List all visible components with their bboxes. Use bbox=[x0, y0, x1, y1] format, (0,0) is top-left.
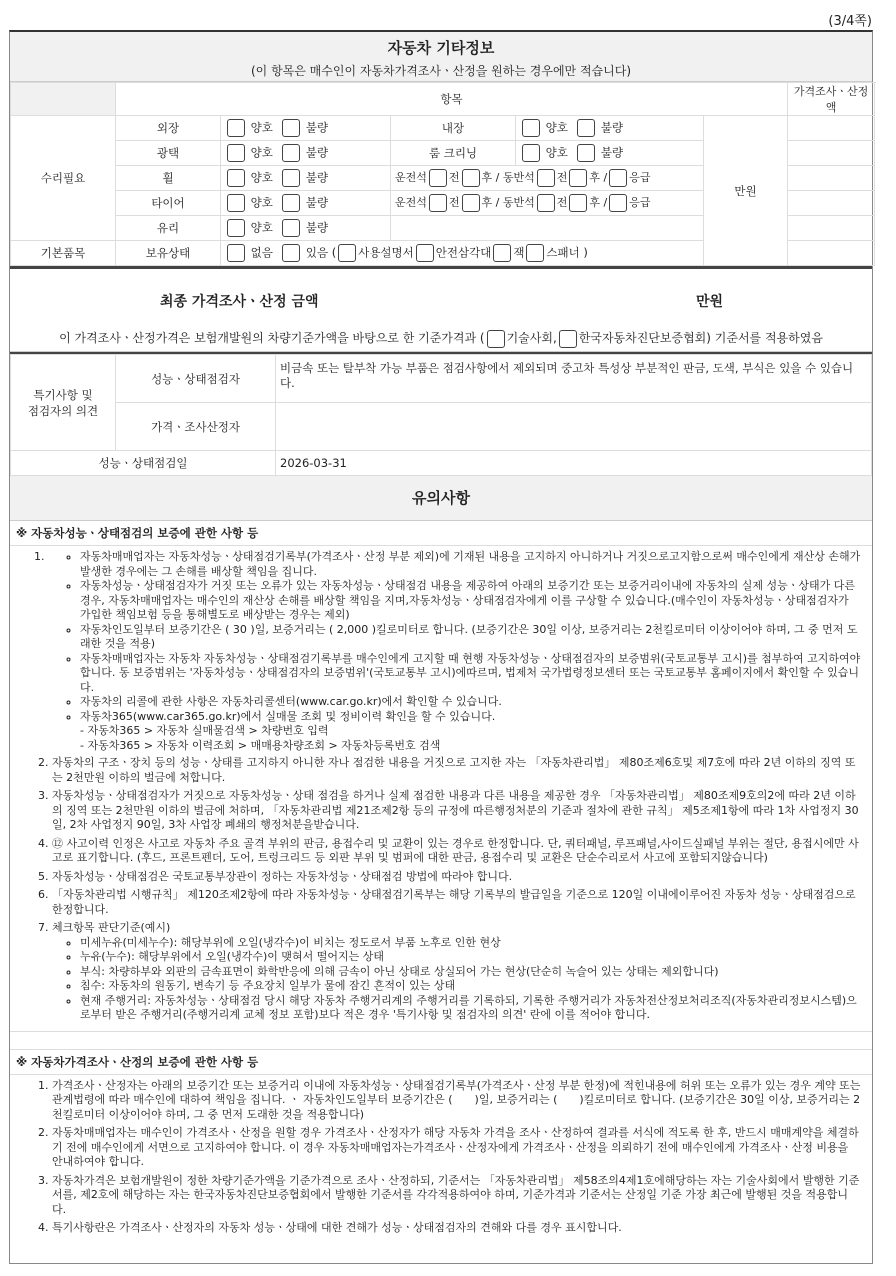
item-gloss: 광택 bbox=[116, 141, 221, 166]
list-item: - 자동차365 > 자동차 이력조회 > 매매용차량조회 > 자동차등록번호 검색 bbox=[80, 738, 441, 752]
checkbox[interactable] bbox=[609, 194, 627, 212]
list-item: ◦ 자동차의 리콜에 관한 사항은 자동차리콜센터(www.car.go.kr)에서 확인할 수 있습니다. bbox=[80, 695, 862, 710]
list-item bbox=[52, 870, 862, 885]
item-tire: 타이어 bbox=[116, 191, 221, 216]
checkbox[interactable] bbox=[416, 244, 434, 262]
checkbox[interactable] bbox=[537, 194, 555, 212]
list-item bbox=[52, 921, 862, 1023]
price-unit: 만원 bbox=[704, 116, 788, 266]
final-price-label: 최종 가격조사ㆍ산정 금액 bbox=[160, 294, 319, 310]
checkbox[interactable] bbox=[493, 244, 511, 262]
notes-section2-body bbox=[10, 1075, 872, 1244]
list-item: ◦ 자동차인도일부터 보증기간은 ( 30 )일, 보증거리는 ( 2,000 )킬로미터로 합니다. (보증기간은 30일 이상, 보증거리는 2천킬로미터 이상이어야 하며, 그 중 먼저 도래한 것을 적용) bbox=[80, 623, 862, 652]
sub-list bbox=[62, 550, 862, 724]
checkbox[interactable] bbox=[282, 169, 300, 187]
list-item: ◦ 자동차매매업자는 자동차 자동차성능ㆍ상태점검기록부를 매수인에게 고지할 때 현행 자동차성능ㆍ상태점검자의 보증범위(국토교통부 고시)를 첨부하여 고지하여야 합니다. 동 보증범위는 '자동차성능ㆍ상태점검자의 보증범위'(국토교통부 고시)에따르며, 법제처 국가법령정보센터 또는 국토교통부 홈페이지에서 확인할 수 있습니다. bbox=[80, 652, 862, 696]
inspector-label: 성능ㆍ상태점검자 bbox=[116, 355, 276, 403]
list-item-text: 자동차성능ㆍ상태점검자가 거짓으로 자동차성능ㆍ상태 점검을 하거나 실제 점검한 내용과 다른 내용을 제공한 경우 「자동차관리법」 제80조제9호의2에 따라 2년 이하의 징역 또는 2천만원 이하의 벌금에 처하며, 「자동차관리법 제21조제2항 등의 규정에 따른행정처분의 기준과 절차에 관한 규칙」 제5조제1항에 따라 1차 사업정지 30일, 2차 사업정지 90일, 3차 사업장 폐쇄의 행정처분을받습니다. bbox=[52, 789, 859, 831]
repair-label: 수리필요 bbox=[11, 116, 116, 241]
notes-section1-title: ※ 자동차성능ㆍ상태점검의 보증에 관한 사항 등 bbox=[10, 521, 872, 546]
item-room: 룸 크리닝 bbox=[391, 141, 516, 166]
list-item bbox=[52, 756, 862, 785]
checkbox[interactable] bbox=[227, 144, 245, 162]
checkbox[interactable] bbox=[227, 169, 245, 187]
checkbox[interactable] bbox=[282, 244, 300, 262]
item-wheel: 휠 bbox=[116, 166, 221, 191]
list-item: ◦ 자동차성능ㆍ상태점검자가 거짓 또는 오류가 있는 자동차성능ㆍ상태점검 내용을 제공하여 아래의 보증기간 또는 보증거리이내에 자동차의 실제 성능ㆍ상태가 다른 경우, 자동차매매업자는 매수인의 재산상 손해를 배상할 책임을 지며,자동차성능ㆍ상태점검자에게 이를 구상할 수 있습니다.(매수인이 자동차성능ㆍ상태점검자가 가입한 책임보험 등을 통해별도로 배상받는 경우는 제외) bbox=[80, 579, 862, 623]
checkbox[interactable] bbox=[569, 194, 587, 212]
list-item: 1. 가격조사ㆍ산정자는 아래의 보증기간 또는 보증거리 이내에 자동차성능ㆍ상태점검기록부(가격조사ㆍ산정 부분 한정)에 적힌내용에 허위 또는 오류가 있는 경우 계약 또는 관계법령에 따라 매수인에 대하여 책임을 집니다. ㆍ 자동차인도일부터 보증기간은 ( )일, 보증거리는 ( )킬로미터로 합니다. (보증기간은 30일 이상, 보증거리는 2천킬로미터 이상이어야 하며, 그 중 먼저 도래한 것을 적용합니다) bbox=[52, 1079, 862, 1123]
list-item: 3. 자동차가격은 보험개발원이 정한 차량기준가액을 기준가격으로 조사ㆍ산정하되, 기준서는 「자동차관리법」 제58조의4제1호에해당하는 자는 기술사회에서 발행한 기준서를, 제2호에 해당하는 자는 한국자동차진단보증협회에서 발행한 기준서를 각각적용하여야 하며, 기준가격과 기준서는 산정일 기준 가장 최근에 발행된 것을 적용합니다. bbox=[52, 1174, 862, 1218]
notes-section2-title: ※ 자동차가격조사ㆍ산정의 보증에 관한 사항 등 bbox=[10, 1050, 872, 1075]
list-item bbox=[52, 888, 862, 917]
checkbox[interactable] bbox=[577, 119, 595, 137]
list-item: ◦ 미세누유(미세누수): 해당부위에 오일(냉각수)이 비치는 정도로서 부품 노후로 인한 현상 bbox=[80, 936, 862, 951]
checkbox[interactable] bbox=[227, 219, 245, 237]
sub-list bbox=[52, 936, 862, 1023]
opinion-table bbox=[10, 354, 872, 476]
checkbox[interactable] bbox=[282, 144, 300, 162]
opinion-label: 특기사항 및 점검자의 의견 bbox=[11, 355, 116, 451]
inspector-opinion: 비금속 또는 탈부착 가능 부품은 점검사항에서 제외되며 중고차 특성상 부분적인 판금, 도색, 부식은 있을 수 있습니다. bbox=[276, 355, 872, 403]
checkbox[interactable] bbox=[487, 330, 505, 348]
final-price-note: 이 가격조사ㆍ산정가격은 보험개발원의 차량기준가액을 바탕으로 한 기준가격과 ( 기술사회, 한국자동차진단보증협회) 기준서를 적용하였음 bbox=[10, 329, 872, 348]
list-item-text: 자동차성능ㆍ상태점검은 국토교통부장관이 정하는 자동차성능ㆍ상태점검 방법에 따라야 합니다. bbox=[52, 869, 513, 883]
inspection-date-value: 2026-03-31 bbox=[276, 451, 872, 476]
section-subtitle: (이 항목은 매수인이 자동차가격조사ㆍ산정을 원하는 경우에만 적습니다) bbox=[250, 64, 631, 78]
notes-list bbox=[32, 1079, 862, 1236]
exterior-options: 양호 불량 bbox=[221, 116, 391, 141]
items-header: 항목 bbox=[116, 83, 788, 116]
checkbox[interactable] bbox=[537, 169, 555, 187]
checkbox[interactable] bbox=[522, 144, 540, 162]
notes-section1-body bbox=[10, 546, 872, 1032]
document-sheet bbox=[9, 30, 873, 1264]
item-exterior: 외장 bbox=[116, 116, 221, 141]
other-info-table: 항목 가격조사ㆍ산정액 수리필요 외장 양호 불량 내장 양호 불량 만원 광택 양호 불량 룸 크리닝 양호 불량 휠 양호 불량 운전석 전 후 / 동반석 전 후 / 응급 타이어 양호 불량 운전석 전 후 / 동반석 전 후 / 응급 유리 양호 불량 기본품목 보유상태 없음 있음 ( 사용설명서 안전삼각대 잭 스패너 ) bbox=[10, 82, 875, 266]
list-item: 1. ◦ 자동차매매업자는 자동차성능ㆍ상태점검기록부(가격조사ㆍ산정 부분 제외)에 기재된 내용을 고지하지 아니하거나 거짓으로고지함으로써 매수인에게 재산상 손해가 발생한 경우에는 그 손해를 배상할 책임을 집니다. ◦ 자동차성능ㆍ상태점검자가 거짓 또는 오류가 있는 자동차성능ㆍ상태점검 내용을 제공하여 아래의 보증기간 또는 보증거리이내에 자동차의 실제 성능ㆍ상태가 다른 경우, 자동차매매업자는 매수인의 재산상 손해를 배상할 책임을 지며,자동차성능ㆍ상태점검자에게 이를 구상할 수 있습니다.(매수인이 자동차성능ㆍ상태점검자가 가입한 책임보험 등을 통해별도로 배상받는 경우는 제외) ◦ 자동차인도일부터 보증기간은 ( 30 )일, 보증거리는 ( 2,000 )킬로미터로 합니다. (보증기간은 30일 이상, 보증거리는 2천킬로미터 이상이어야 하며, 그 중 먼저 도래한 것을 적용) ◦ 자동차매매업자는 자동차 자동차성능ㆍ상태점검기록부를 매수인에게 고지할 때 현행 자동차성능ㆍ상태점검자의 보증범위(국토교통부 고시)를 첨부하여 고지하여야 합니다. 동 보증범위는 '자동차성능ㆍ상태점검자의 보증범위'(국토교통부 고시)에따르며, 법제처 국가법령정보센터 또는 국토교통부 홈페이지에서 확인할 수 있습니다. ◦ 자동차의 리콜에 관한 사항은 자동차리콜센터(www.car.go.kr)에서 확인할 수 있습니다. ◦ 자동차365(www.car365.go.kr)에서 실매물 조회 및 정비이력 확인을 할 수 있습니다. - 자동차365 > 자동차 실매물검색 > 차량번호 입력 - 자동차365 > 자동차 이력조회 > 매매용차량조회 > 자동차등록번호 검색 bbox=[32, 550, 862, 753]
checkbox[interactable] bbox=[569, 169, 587, 187]
price-assessor-label: 가격ㆍ조사산정자 bbox=[116, 403, 276, 451]
checkbox[interactable] bbox=[522, 119, 540, 137]
list-item-text: 자동차의 구조ㆍ장치 등의 성능ㆍ상태를 고지하지 아니한 자나 점검한 내용을 거짓으로 고지한 자는 「자동차관리법」 제80조제6호및 제7호에 따라 2년 이하의 징역 또는 2천만원 이하의 벌금에 처합니다. bbox=[52, 756, 856, 784]
item-possession: 보유상태 bbox=[116, 241, 221, 266]
checkbox[interactable] bbox=[462, 194, 480, 212]
checkbox[interactable] bbox=[282, 219, 300, 237]
checkbox[interactable] bbox=[429, 194, 447, 212]
list-item: ◦ 침수: 자동차의 원동기, 변속기 등 주요장치 일부가 물에 잠긴 흔적이 있는 상태 bbox=[80, 979, 862, 994]
inspection-date-label: 성능ㆍ상태점검일 bbox=[11, 451, 276, 476]
checkbox[interactable] bbox=[227, 194, 245, 212]
price-header: 가격조사ㆍ산정액 bbox=[788, 83, 875, 116]
list-item-text: 체크항목 판단기준(예시) bbox=[52, 921, 171, 934]
list-item: 2. 자동차매매업자는 매수인이 가격조사ㆍ산정을 원할 경우 가격조사ㆍ산정자가 해당 자동차 가격을 조사ㆍ산정하여 결과를 서식에 적도록 한 후, 반드시 매매계약을 체결하기 전에 매수인에게 서면으로 고지하여야 합니다. 이 경우 자동차매매업자는가격조사ㆍ산정자에게 가격조사ㆍ산정을 의뢰하기 전에 매수인에게 가격조사ㆍ산정 비용을 안내하여야 합니다. bbox=[52, 1126, 862, 1170]
notes-list bbox=[32, 756, 862, 1023]
list-item bbox=[52, 789, 862, 833]
item-interior: 내장 bbox=[391, 116, 516, 141]
checkbox[interactable] bbox=[462, 169, 480, 187]
price-assessor-opinion bbox=[276, 403, 872, 451]
checkbox[interactable] bbox=[227, 119, 245, 137]
checkbox[interactable] bbox=[282, 119, 300, 137]
list-item-text: 「자동차관리법 시행규칙」 제120조제2항에 따라 자동차성능ㆍ상태점검기록부는 해당 기록부의 발급일을 기준으로 120일 이내에이루어진 자동차 성능ㆍ상태점검으로 한정합니다. bbox=[52, 888, 856, 916]
item-glass: 유리 bbox=[116, 216, 221, 241]
section-header bbox=[10, 32, 872, 82]
list-item: ◦ 자동차매매업자는 자동차성능ㆍ상태점검기록부(가격조사ㆍ산정 부분 제외)에 기재된 내용을 고지하지 아니하거나 거짓으로고지함으로써 매수인에게 재산상 손해가 발생한 경우에는 그 손해를 배상할 책임을 집니다. bbox=[80, 550, 862, 579]
checkbox[interactable] bbox=[227, 244, 245, 262]
list-item: ◦ 현재 주행거리: 자동차성능ㆍ상태점검 당시 해당 자동차 주행거리계의 주행거리를 기록하되, 기록한 주행거리가 자동차전산정보처리조직(자동차관리정보시스템)으로부터 받은 주행거리(주행거리계 교체 정보 포함)보다 적은 경우 '특기사항 및 점검자의 의견' 란에 이를 적어야 합니다. bbox=[80, 994, 862, 1023]
checkbox[interactable] bbox=[609, 169, 627, 187]
list-item: ◦ 부식: 차량하부와 외판의 금속표면이 화학반응에 의해 금속이 아닌 상태로 상실되어 가는 현상(단순히 녹슬어 있는 상태는 제외합니다) bbox=[80, 965, 862, 980]
possession-options: 없음 있음 ( 사용설명서 안전삼각대 잭 스패너 ) bbox=[221, 241, 704, 266]
interior-options: 양호 불량 bbox=[516, 116, 704, 141]
list-item-text: ⑫ 사고이력 인정은 사고로 자동차 주요 골격 부위의 판금, 용접수리 및 교환이 있는 경우로 한정합니다. 단, 쿼터패널, 루프패널,사이드실패널 부위는 절단, 용접시에만 사고로 표기합니다. (후드, 프론트펜더, 도어, 트렁크리드 등 외판 부위 및 범퍼에 대한 판금, 용접수리 및 교환은 단순수리로서 사고에 포함되지않습니다) bbox=[52, 836, 859, 864]
basic-label: 기본품목 bbox=[11, 241, 116, 266]
checkbox[interactable] bbox=[282, 194, 300, 212]
wheel-positions: 운전석 전 후 / 동반석 전 후 / 응급 bbox=[391, 166, 704, 191]
tire-positions: 운전석 전 후 / 동반석 전 후 / 응급 bbox=[391, 191, 704, 216]
page-number: (3/4쪽) bbox=[828, 14, 872, 29]
checkbox[interactable] bbox=[559, 330, 577, 348]
sub-list-tail bbox=[62, 724, 862, 753]
final-price-section bbox=[10, 269, 872, 352]
checkbox[interactable] bbox=[338, 244, 356, 262]
final-price-unit: 만원 bbox=[696, 294, 724, 310]
list-item bbox=[52, 837, 862, 866]
checkbox[interactable] bbox=[526, 244, 544, 262]
list-item: ◦ 자동차365(www.car365.go.kr)에서 실매물 조회 및 정비이력 확인을 할 수 있습니다. bbox=[80, 710, 862, 725]
list-item: - 자동차365 > 자동차 실매물검색 > 차량번호 입력 bbox=[80, 724, 329, 737]
list-item: 4. 특기사항란은 가격조사ㆍ산정자의 자동차 성능ㆍ상태에 대한 견해가 성능ㆍ상태점검자의 견해와 다를 경우 표시합니다. bbox=[52, 1221, 862, 1236]
section-title: 자동차 기타정보 bbox=[387, 39, 495, 57]
list-item: ◦ 누유(누수): 해당부위에서 오일(냉각수)이 맺혀서 떨어지는 상태 bbox=[80, 950, 862, 965]
checkbox[interactable] bbox=[429, 169, 447, 187]
notes-title: 유의사항 bbox=[10, 476, 872, 521]
checkbox[interactable] bbox=[577, 144, 595, 162]
